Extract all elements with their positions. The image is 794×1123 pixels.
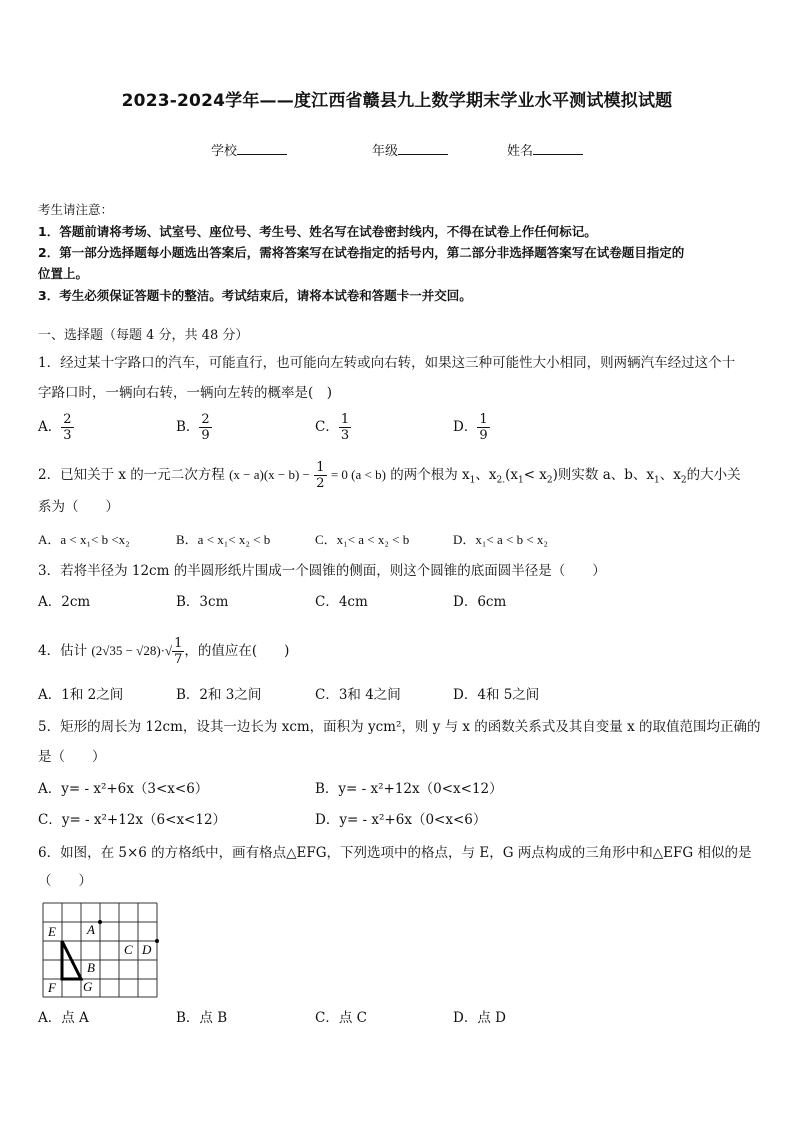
label-g: G <box>83 979 93 994</box>
q1-option-d[interactable]: D． $\frac{1}{9}$ <box>453 412 488 443</box>
q1-text: 1．经过某十字路口的汽车，可能直行，也可能向左转或向右转，如果这三种可能性大小相同，则两辆汽车经过这个十 <box>38 355 736 371</box>
name-label: 姓名 <box>507 144 534 159</box>
q6-text: 6．如图，在 5×6 的方格纸中，画有格点△EFG，下列选项中的格点，与 E，G 两点构成的三角形中和△EFG 相似的是 <box>38 845 752 861</box>
label-b: B <box>87 960 95 975</box>
q1-option-c[interactable]: C． $\frac{1}{3}$ <box>315 412 350 443</box>
section-heading: 一、选择题（每题 4 分，共 48 分） <box>38 328 249 343</box>
point-d <box>155 939 159 943</box>
q1-option-b[interactable]: B． $\frac{2}{9}$ <box>176 412 210 443</box>
label-e: E <box>48 924 56 939</box>
notice-line: 3．考生必须保证答题卡的整洁。考试结束后，请将本试卷和答题卡一并交回。 <box>38 288 472 303</box>
q3-option-b[interactable]: B．3cm <box>176 594 229 610</box>
name-field[interactable] <box>507 140 583 159</box>
grade-label: 年级 <box>372 144 399 159</box>
q5-option-c[interactable]: C．y= - x²+12x（6<x<12） <box>38 812 227 828</box>
q6-text: （ ） <box>38 873 92 889</box>
q2-text: 系为（ ） <box>38 499 119 515</box>
notice-line: 2．第一部分选择题每小题选出答案后，需将答案写在试卷指定的括号内，第二部分非选择题答案写在试卷题目指定的 <box>38 245 685 260</box>
notice-heading: 考生请注意： <box>38 202 114 217</box>
q4-option-b[interactable]: B．2和 3之间 <box>176 687 262 703</box>
q3-option-d[interactable]: D．6cm <box>453 594 507 610</box>
q6-option-a[interactable]: A．点 A <box>38 1010 89 1026</box>
label-d: D <box>142 942 152 957</box>
q4-option-d[interactable]: D．4和 5之间 <box>453 687 540 703</box>
q5-option-b[interactable]: B．y= - x²+12x（0<x<12） <box>315 781 503 797</box>
school-field[interactable] <box>211 140 287 159</box>
q2-option-c[interactable]: C．x₁< a < x₂ < b <box>315 532 410 547</box>
page-title: 2023-2024学年——度江西省赣县九上数学期末学业水平测试模拟试题 <box>121 91 673 111</box>
q3-text: 3．若将半径为 12cm 的半圆形纸片围成一个圆锥的侧面，则这个圆锥的底面圆半径是（ ） <box>38 563 606 579</box>
q3-option-a[interactable]: A．2cm <box>38 594 91 610</box>
q5-option-a[interactable]: A．y= - x²+6x（3<x<6） <box>38 781 209 797</box>
q1-text: 字路口时，一辆向右转，一辆向左转的概率是( ) <box>38 385 333 401</box>
notice-line: 位置上。 <box>38 266 89 281</box>
q2-option-a[interactable]: A．a < x₁< b <x₂ <box>38 532 130 547</box>
q3-option-c[interactable]: C．4cm <box>315 594 368 610</box>
notice-line: 1．答题前请将考场、试室号、座位号、考生号、姓名写在试卷密封线内，不得在试卷上作任何标记。 <box>38 224 597 239</box>
q4-option-a[interactable]: A．1和 2之间 <box>38 687 124 703</box>
q6-option-b[interactable]: B．点 B <box>176 1010 228 1026</box>
q5-text: 是（ ） <box>38 749 106 765</box>
label-c: C <box>124 942 133 957</box>
label-f: F <box>48 980 56 995</box>
label-a: A <box>87 922 95 937</box>
q4-text: 4．估计 (2√35 − √28)·√ $\frac{1}{7}$ ，的值应在( ) <box>38 636 290 667</box>
point-a <box>98 920 102 924</box>
q2-text: 2．已知关于 x 的一元二次方程 (x − a)(x − b) − $\frac{1}{2}$ = 0 (a < b) 的两个根为 $x_1$、$x_{2.}(x_1< x_2)$则实数 a、b、$x_1$、$x_2$的大小关 <box>38 460 741 491</box>
grade-field[interactable] <box>372 140 448 159</box>
q5-text: 5．矩形的周长为 12cm，设其一边长为 xcm，面积为 ycm²，则 y 与 x 的函数关系式及其自变量 x 的取值范围均正确的 <box>38 719 761 735</box>
q6-option-d[interactable]: D．点 D <box>453 1010 506 1026</box>
q2-option-d[interactable]: D．x₁< a < b < x₂ <box>453 532 548 547</box>
q6-option-c[interactable]: C．点 C <box>315 1010 367 1026</box>
q4-option-c[interactable]: C．3和 4之间 <box>315 687 401 703</box>
q1-option-a[interactable]: A． $\frac{2}{3}$ <box>38 412 72 443</box>
q5-option-d[interactable]: D．y= - x²+6x（0<x<6） <box>315 812 487 828</box>
school-label: 学校 <box>211 144 238 159</box>
grid-lines <box>43 903 157 997</box>
q2-option-b[interactable]: B．a < x₁< x₂ < b <box>176 532 271 547</box>
grid-figure <box>38 898 162 1002</box>
